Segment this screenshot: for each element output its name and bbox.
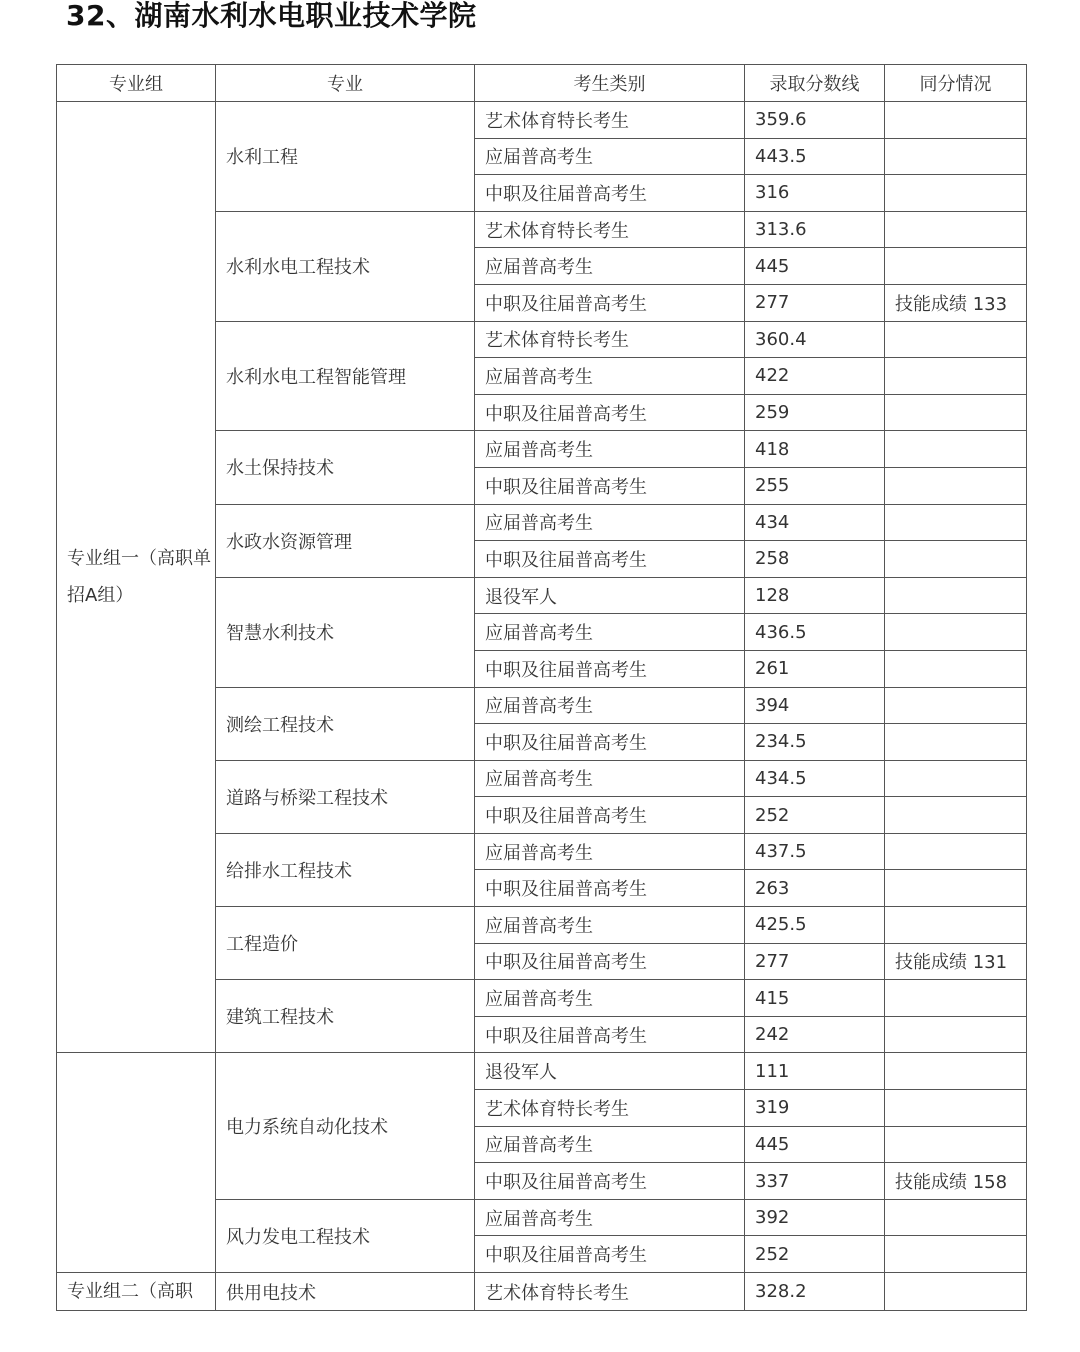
score-cell: 252 xyxy=(745,797,885,834)
major-name-cell: 水土保持技术 xyxy=(216,431,475,504)
tie-info-cell xyxy=(885,1053,1027,1090)
table-header-row xyxy=(57,65,1027,102)
score-cell: 242 xyxy=(745,1016,885,1053)
major-name-cell: 电力系统自动化技术 xyxy=(216,1053,475,1199)
group-name-cell: 专业组二（高职 xyxy=(57,1273,216,1311)
tie-info-cell xyxy=(885,541,1027,578)
header-candidate-category: 考生类别 xyxy=(475,65,745,102)
major-name-cell: 建筑工程技术 xyxy=(216,980,475,1053)
score-cell: 234.5 xyxy=(745,724,885,761)
group-name-cell: 专业组一（高职单招A组） xyxy=(57,102,216,1053)
tie-info-cell xyxy=(885,358,1027,395)
tie-info-cell xyxy=(885,1236,1027,1273)
candidate-category-cell: 中职及往届普高考生 xyxy=(475,1163,745,1200)
score-cell: 261 xyxy=(745,650,885,687)
tie-info-cell xyxy=(885,650,1027,687)
score-cell: 434.5 xyxy=(745,760,885,797)
tie-info-cell xyxy=(885,577,1027,614)
tie-info-cell xyxy=(885,138,1027,175)
candidate-category-cell: 应届普高考生 xyxy=(475,614,745,651)
candidate-category-cell: 应届普高考生 xyxy=(475,138,745,175)
candidate-category-cell: 应届普高考生 xyxy=(475,1126,745,1163)
candidate-category-cell: 退役军人 xyxy=(475,577,745,614)
tie-info-cell xyxy=(885,467,1027,504)
candidate-category-cell: 应届普高考生 xyxy=(475,358,745,395)
major-name-cell: 水利工程 xyxy=(216,102,475,212)
table-row xyxy=(57,1053,1027,1090)
score-cell: 394 xyxy=(745,687,885,724)
score-cell: 277 xyxy=(745,284,885,321)
candidate-category-cell: 中职及往届普高考生 xyxy=(475,797,745,834)
score-cell: 337 xyxy=(745,1163,885,1200)
score-cell: 422 xyxy=(745,358,885,395)
tie-info-cell xyxy=(885,907,1027,944)
admission-scores-table xyxy=(56,64,1027,1311)
score-cell: 392 xyxy=(745,1199,885,1236)
major-name-cell: 智慧水利技术 xyxy=(216,577,475,687)
score-cell: 418 xyxy=(745,431,885,468)
score-cell: 437.5 xyxy=(745,833,885,870)
major-name-cell: 风力发电工程技术 xyxy=(216,1199,475,1272)
candidate-category-cell: 应届普高考生 xyxy=(475,980,745,1017)
score-cell: 328.2 xyxy=(745,1273,885,1311)
major-name-cell: 水利水电工程智能管理 xyxy=(216,321,475,431)
score-cell: 425.5 xyxy=(745,907,885,944)
candidate-category-cell: 中职及往届普高考生 xyxy=(475,467,745,504)
tie-info-cell xyxy=(885,321,1027,358)
candidate-category-cell: 中职及往届普高考生 xyxy=(475,394,745,431)
tie-info-cell xyxy=(885,1126,1027,1163)
tie-info-cell xyxy=(885,760,1027,797)
page-title: 32、湖南水利水电职业技术学院 xyxy=(66,0,477,32)
tie-info-cell xyxy=(885,980,1027,1017)
tie-info-cell xyxy=(885,797,1027,834)
tie-info-cell xyxy=(885,175,1027,212)
candidate-category-cell: 应届普高考生 xyxy=(475,760,745,797)
candidate-category-cell: 艺术体育特长考生 xyxy=(475,1090,745,1127)
candidate-category-cell: 中职及往届普高考生 xyxy=(475,1016,745,1053)
candidate-category-cell: 应届普高考生 xyxy=(475,833,745,870)
score-cell: 263 xyxy=(745,870,885,907)
major-name-cell: 水政水资源管理 xyxy=(216,504,475,577)
header-major: 专业 xyxy=(216,65,475,102)
tie-info-cell xyxy=(885,102,1027,139)
major-name-cell: 道路与桥梁工程技术 xyxy=(216,760,475,833)
table-row xyxy=(57,102,1027,139)
tie-info-cell xyxy=(885,1016,1027,1053)
tie-info-cell xyxy=(885,1273,1027,1311)
tie-info-cell xyxy=(885,248,1027,285)
tie-info-cell xyxy=(885,1199,1027,1236)
tie-info-cell: 技能成绩 158 xyxy=(885,1163,1027,1200)
score-cell: 445 xyxy=(745,1126,885,1163)
tie-info-cell xyxy=(885,614,1027,651)
tie-info-cell xyxy=(885,724,1027,761)
group-name-cell xyxy=(57,1053,216,1273)
candidate-category-cell: 应届普高考生 xyxy=(475,431,745,468)
score-cell: 443.5 xyxy=(745,138,885,175)
score-cell: 436.5 xyxy=(745,614,885,651)
candidate-category-cell: 艺术体育特长考生 xyxy=(475,1273,745,1311)
score-cell: 359.6 xyxy=(745,102,885,139)
score-cell: 434 xyxy=(745,504,885,541)
score-cell: 111 xyxy=(745,1053,885,1090)
major-name-cell: 水利水电工程技术 xyxy=(216,211,475,321)
score-cell: 252 xyxy=(745,1236,885,1273)
tie-info-cell xyxy=(885,504,1027,541)
candidate-category-cell: 中职及往届普高考生 xyxy=(475,870,745,907)
candidate-category-cell: 中职及往届普高考生 xyxy=(475,175,745,212)
score-cell: 259 xyxy=(745,394,885,431)
score-cell: 258 xyxy=(745,541,885,578)
tie-info-cell xyxy=(885,394,1027,431)
score-cell: 319 xyxy=(745,1090,885,1127)
tie-info-cell: 技能成绩 131 xyxy=(885,943,1027,980)
score-cell: 415 xyxy=(745,980,885,1017)
candidate-category-cell: 退役军人 xyxy=(475,1053,745,1090)
candidate-category-cell: 中职及往届普高考生 xyxy=(475,943,745,980)
table-row xyxy=(57,1273,1027,1311)
candidate-category-cell: 中职及往届普高考生 xyxy=(475,650,745,687)
score-cell: 277 xyxy=(745,943,885,980)
major-name-cell: 工程造价 xyxy=(216,907,475,980)
tie-info-cell: 技能成绩 133 xyxy=(885,284,1027,321)
major-name-cell: 给排水工程技术 xyxy=(216,833,475,906)
tie-info-cell xyxy=(885,431,1027,468)
candidate-category-cell: 中职及往届普高考生 xyxy=(475,1236,745,1273)
tie-info-cell xyxy=(885,870,1027,907)
candidate-category-cell: 艺术体育特长考生 xyxy=(475,321,745,358)
score-cell: 128 xyxy=(745,577,885,614)
major-name-cell: 供用电技术 xyxy=(216,1273,475,1311)
candidate-category-cell: 应届普高考生 xyxy=(475,504,745,541)
candidate-category-cell: 艺术体育特长考生 xyxy=(475,211,745,248)
tie-info-cell xyxy=(885,211,1027,248)
score-cell: 445 xyxy=(745,248,885,285)
candidate-category-cell: 中职及往届普高考生 xyxy=(475,284,745,321)
candidate-category-cell: 应届普高考生 xyxy=(475,907,745,944)
candidate-category-cell: 应届普高考生 xyxy=(475,248,745,285)
header-score: 录取分数线 xyxy=(745,65,885,102)
candidate-category-cell: 中职及往届普高考生 xyxy=(475,724,745,761)
tie-info-cell xyxy=(885,687,1027,724)
score-cell: 255 xyxy=(745,467,885,504)
candidate-category-cell: 中职及往届普高考生 xyxy=(475,541,745,578)
candidate-category-cell: 应届普高考生 xyxy=(475,1199,745,1236)
header-tie: 同分情况 xyxy=(885,65,1027,102)
candidate-category-cell: 艺术体育特长考生 xyxy=(475,102,745,139)
header-group: 专业组 xyxy=(57,65,216,102)
score-cell: 360.4 xyxy=(745,321,885,358)
table-body xyxy=(57,102,1027,1311)
major-name-cell: 测绘工程技术 xyxy=(216,687,475,760)
score-cell: 316 xyxy=(745,175,885,212)
tie-info-cell xyxy=(885,1090,1027,1127)
candidate-category-cell: 应届普高考生 xyxy=(475,687,745,724)
tie-info-cell xyxy=(885,833,1027,870)
score-cell: 313.6 xyxy=(745,211,885,248)
